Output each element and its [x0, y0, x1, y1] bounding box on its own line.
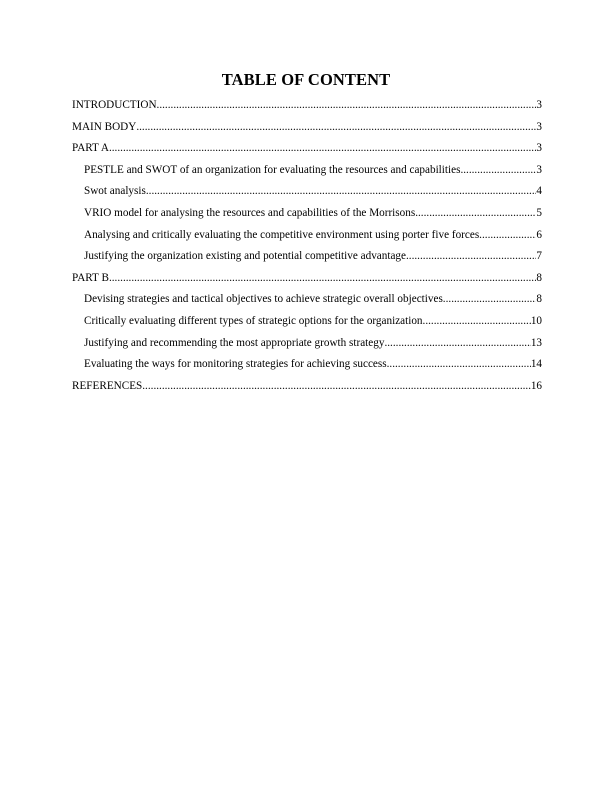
toc-dot-leader — [142, 379, 531, 393]
table-of-contents — [72, 98, 542, 400]
toc-entry-label: Analysing and critically evaluating the competitive environment using porter five forces — [84, 228, 480, 241]
toc-entry-label: MAIN BODY — [72, 120, 137, 133]
toc-dot-leader — [406, 249, 536, 263]
toc-entry-competitive-advantage[interactable] — [72, 249, 542, 271]
toc-entry-label: INTRODUCTION — [72, 99, 157, 111]
toc-entry-introduction[interactable] — [72, 98, 542, 120]
toc-dot-leader — [109, 141, 536, 155]
toc-entry-strategic-options[interactable] — [72, 314, 542, 336]
toc-entry-vrio-model[interactable] — [72, 206, 542, 228]
toc-dot-leader — [423, 314, 531, 328]
toc-entry-part-a[interactable] — [72, 141, 542, 163]
toc-dot-leader — [387, 357, 531, 371]
toc-entry-label: Devising strategies and tactical objectives to achieve strategic overall objectives — [84, 293, 443, 306]
toc-entry-label: REFERENCES — [72, 379, 143, 392]
toc-dot-leader — [443, 292, 537, 306]
toc-entry-page-number: 8 — [536, 271, 542, 284]
toc-entry-page-number: 13 — [530, 336, 542, 349]
toc-dot-leader — [136, 120, 536, 134]
toc-entry-page-number: 3 — [536, 142, 542, 155]
toc-entry-label: PART B — [72, 271, 109, 284]
toc-dot-leader — [460, 163, 536, 177]
toc-entry-swot-analysis[interactable] — [72, 184, 542, 206]
toc-entry-label: PESTLE and SWOT of an organization for evaluating the resources and capabilities — [84, 163, 461, 176]
toc-entry-label: Critically evaluating different types of strategic options for the organization — [84, 314, 423, 327]
toc-entry-page-number: 3 — [536, 163, 542, 176]
toc-entry-page-number: 14 — [530, 358, 542, 371]
toc-dot-leader — [157, 98, 537, 112]
toc-dot-leader — [415, 206, 536, 220]
toc-entry-porter-five-forces[interactable] — [72, 228, 542, 250]
toc-entry-label: PART A — [72, 142, 109, 155]
toc-entry-page-number: 5 — [536, 206, 542, 219]
toc-entry-page-number: 8 — [536, 293, 542, 306]
toc-entry-growth-strategy[interactable] — [72, 336, 542, 358]
page-title: TABLE OF CONTENT — [221, 70, 391, 89]
toc-entry-page-number: 3 — [536, 120, 542, 133]
toc-entry-page-number: 16 — [530, 379, 542, 392]
toc-entry-monitoring-strategies[interactable] — [72, 357, 542, 379]
toc-entry-page-number: 7 — [536, 250, 542, 263]
toc-dot-leader — [384, 336, 530, 350]
toc-dot-leader — [479, 228, 536, 242]
toc-entry-page-number: 6 — [536, 228, 542, 241]
toc-dot-leader — [109, 271, 536, 285]
toc-entry-label: VRIO model for analysing the resources and capabilities of the Morrisons — [84, 206, 416, 219]
toc-entry-label: Justifying and recommending the most appropriate growth strategy — [84, 336, 385, 349]
toc-entry-pestle-swot[interactable] — [72, 163, 542, 185]
toc-entry-label: Evaluating the ways for monitoring strategies for achieving success — [84, 358, 387, 371]
toc-entry-references[interactable] — [72, 379, 542, 401]
toc-entry-page-number: 3 — [536, 99, 542, 111]
toc-entry-label: Justifying the organization existing and potential competitive advantage — [84, 250, 406, 263]
toc-entry-devising-strategies[interactable] — [72, 292, 542, 314]
toc-entry-label: Swot analysis — [84, 185, 146, 198]
toc-entry-page-number: 10 — [530, 314, 542, 327]
toc-entry-page-number: 4 — [536, 185, 542, 198]
toc-dot-leader — [146, 184, 537, 198]
toc-entry-main-body[interactable] — [72, 120, 542, 142]
toc-entry-part-b[interactable] — [72, 271, 542, 293]
